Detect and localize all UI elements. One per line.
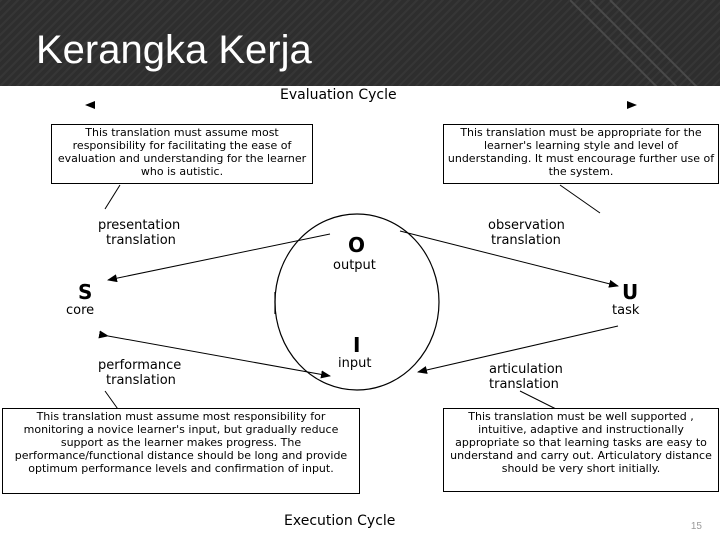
observation-label-2: translation bbox=[491, 233, 561, 248]
node-output-letter: O bbox=[348, 233, 366, 257]
leader-top-right bbox=[560, 185, 600, 213]
performance-label-1: performance bbox=[98, 358, 182, 373]
observation-label-1: observation bbox=[488, 218, 565, 233]
node-input-letter: I bbox=[353, 333, 361, 357]
node-task-letter: U bbox=[622, 280, 639, 304]
note-box-presentation: This translation must assume most responsibility for facilitating the ease of evaluation and understanding for the learner who is autistic. bbox=[51, 124, 313, 184]
slide-header bbox=[0, 0, 720, 86]
leader-top-left bbox=[105, 185, 120, 209]
node-core-word: core bbox=[66, 303, 95, 318]
presentation-label-2: translation bbox=[106, 233, 176, 248]
page-number: 15 bbox=[690, 521, 702, 532]
node-output-word: output bbox=[333, 258, 376, 273]
presentation-label-1: presentation bbox=[98, 218, 181, 233]
slide-title: Kerangka Kerja bbox=[36, 28, 312, 72]
node-input-word: input bbox=[338, 356, 372, 371]
evaluation-cycle-label: Evaluation Cycle bbox=[280, 87, 397, 103]
node-task-word: task bbox=[612, 303, 640, 318]
note-box-articulation: This translation must be well supported , intuitive, adaptive and instructionally appropriate so that learning tasks are easy to understand and carry out. Articulatory distance should be very short initially. bbox=[443, 408, 719, 492]
note-box-observation: This translation must be appropriate for the learner's learning style and level of understanding. It must encourage further use of the system. bbox=[443, 124, 719, 184]
framework-diagram bbox=[0, 86, 720, 540]
articulation-label-2: translation bbox=[489, 377, 559, 392]
node-core-letter: S bbox=[78, 280, 93, 304]
corner-decoration-icon bbox=[570, 0, 720, 86]
performance-label-2: translation bbox=[106, 373, 176, 388]
execution-cycle-label: Execution Cycle bbox=[284, 513, 396, 529]
articulation-label-1: articulation bbox=[489, 362, 563, 377]
note-box-performance: This translation must assume most responsibility for monitoring a novice learner's input, but gradually reduce support as the learner makes progress. The performance/functional distance should be long and provide optimum performance levels and confirmation of input. bbox=[2, 408, 360, 494]
